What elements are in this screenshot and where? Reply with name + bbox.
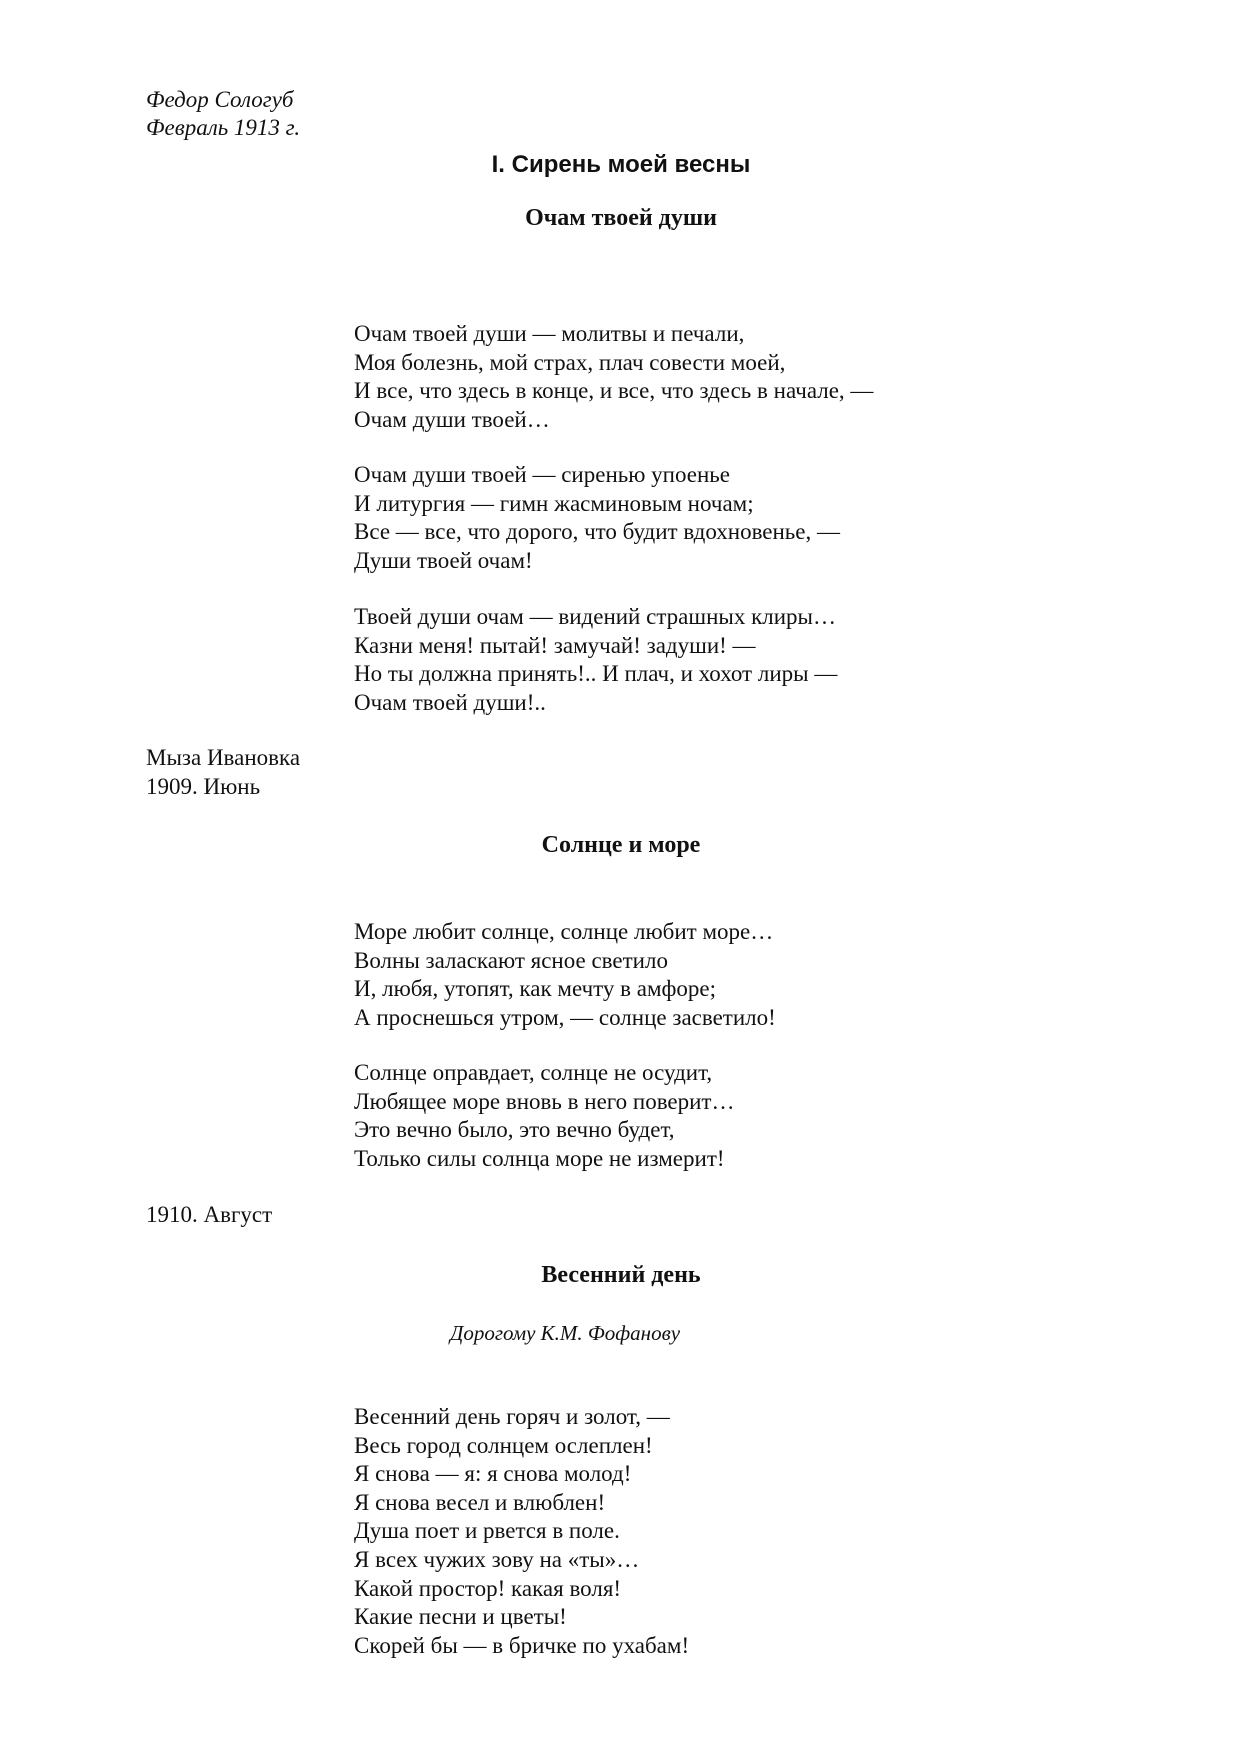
poem-line: Скорей бы — в бричке по ухабам! xyxy=(354,1632,690,1658)
header-date: Февраль 1913 г. xyxy=(146,115,301,140)
poem-line: Души твоей очам! xyxy=(354,547,533,573)
poem-epigraph: Дорогому К.М. Фофанову xyxy=(449,1321,681,1345)
poem-title: Весенний день xyxy=(541,1262,701,1288)
poem-title: Очам твоей души xyxy=(525,205,717,231)
poem-line: Какие песни и цветы! xyxy=(354,1604,567,1630)
poem-line: И все, что здесь в конце, и все, что здесь в начале, — xyxy=(354,378,874,404)
poem-line: Моя болезнь, мой страх, плач совести моей, xyxy=(354,349,786,375)
poem-line: Очам твоей души!.. xyxy=(354,689,546,715)
author-name: Федор Сологуб xyxy=(146,87,294,112)
poem-line: Это вечно было, это вечно будет, xyxy=(354,1117,675,1143)
poem-line: Волны заласкают ясное светило xyxy=(354,947,668,973)
poem-line: И, любя, утопят, как мечту в амфоре; xyxy=(354,976,717,1002)
poem-line: Любящее море вновь в него поверит… xyxy=(354,1088,735,1114)
poem-line: И литургия — гимн жасминовым ночам; xyxy=(354,490,754,516)
poem-line: Твоей души очам — видений страшных клиры… xyxy=(354,604,837,629)
poem-line: Я всех чужих зову на «ты»… xyxy=(354,1546,640,1572)
poem-line: Весенний день горяч и золот, — xyxy=(354,1404,670,1429)
poem-line: А проснешься утром, — солнце засветило! xyxy=(354,1004,776,1030)
poem-stanza xyxy=(354,603,837,717)
poem-line: Весь город солнцем ослеплен! xyxy=(354,1432,653,1458)
chapter-title: I. Сирень моей весны xyxy=(491,151,751,178)
poem-line: Какой простор! какая воля! xyxy=(354,1575,622,1601)
poem-line: Казни меня! пытай! замучай! задуши! — xyxy=(354,632,756,658)
poem-line: Солнце оправдает, солнце не осудит, xyxy=(354,1060,713,1085)
poem-line: Море любит солнце, солнце любит море… xyxy=(354,919,774,944)
poem-date: 1910. Август xyxy=(146,1202,273,1227)
poem-stanza xyxy=(354,918,776,1032)
poem-line: Только силы солнца море не измерит! xyxy=(354,1145,725,1171)
poem-title: Солнце и море xyxy=(541,832,701,858)
poem-line: Но ты должна принять!.. И плач, и хохот лиры — xyxy=(354,661,838,687)
poem-date: 1909. Июнь xyxy=(146,774,261,799)
poem-line: Все — все, что дорого, что будит вдохновенье, — xyxy=(354,519,841,545)
poem-line: Я снова весел и влюблен! xyxy=(354,1489,606,1515)
poem-place: Мыза Ивановка xyxy=(146,745,301,770)
poem-stanza xyxy=(354,320,873,434)
poem-line: Очам души твоей… xyxy=(354,406,550,432)
poem-stanza xyxy=(354,1059,735,1173)
poem-line: Я снова — я: я снова молод! xyxy=(354,1461,632,1487)
poem-line: Очам твоей души — молитвы и печали, xyxy=(354,321,745,346)
poem-line: Очам души твоей — сиренью упоенье xyxy=(354,462,730,487)
poem-stanza xyxy=(354,461,840,575)
poem-line: Душа поет и рвется в поле. xyxy=(354,1518,620,1544)
poem-stanza xyxy=(354,1403,689,1660)
